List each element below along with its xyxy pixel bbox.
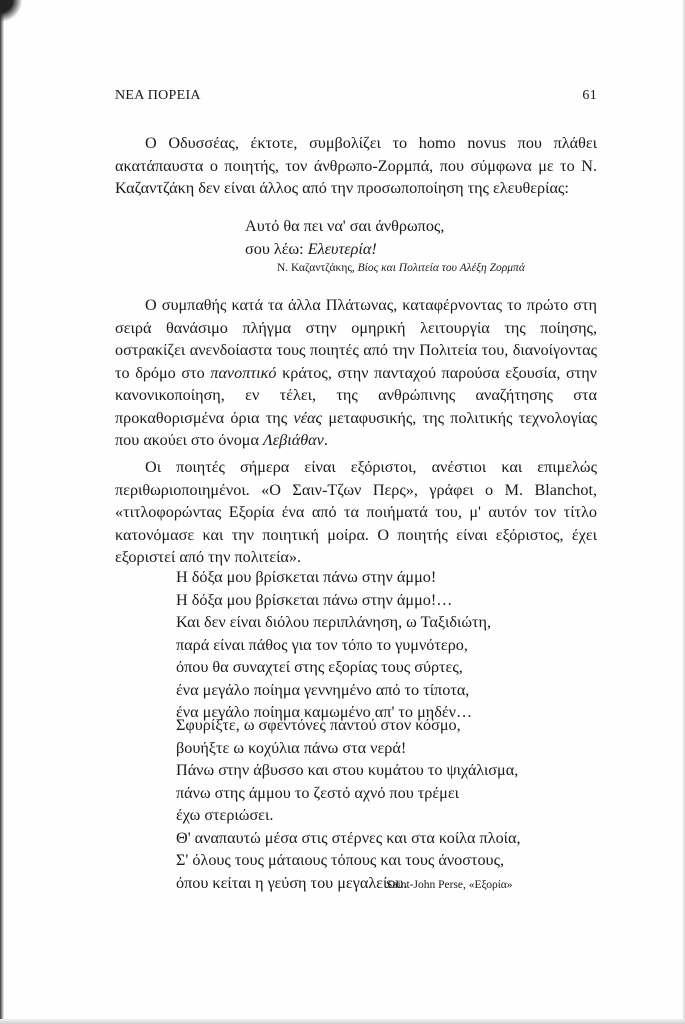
epigraph-source <box>277 262 525 274</box>
poem-line: παρά είναι πάθος για τον τόπο το γυμνότερο, <box>176 635 468 654</box>
scan-left-edge <box>0 0 4 1024</box>
poem-line: ένα μεγάλο ποίημα καμωμένο απ' το μηδέν… <box>176 703 473 721</box>
paragraph-text: Ο Οδυσσέας, έκτοτε, συμβολίζει το homo novus που πλάθει ακατάπαυστα ο ποιητής, τον άνθρωπο-Ζορμπά, που σύμφωνα με το Ν. Καζαντζάκη δεν είναι άλλος από την προσωποποίηση της ελευθερίας: <box>115 134 597 197</box>
poem-line: πάνω στης άμμου το ζεστό αχνό που τρέμει <box>176 783 460 802</box>
paragraph-text <box>115 294 597 452</box>
poem-line: έχω στεριώσει. <box>176 806 274 824</box>
poem-source: Saint-John Perse, «Εξορία» <box>386 879 513 891</box>
poem-stanza-2 <box>176 714 521 894</box>
epigraph-emphasis: Ελευτερία! <box>307 239 377 258</box>
epigraph-line-2 <box>245 238 444 261</box>
paragraph-segment: . <box>323 431 328 449</box>
paragraph-segment: Ο συμπαθής κατά τα άλλα Πλάτωνας, καταφέρνοντας το πρώτο στη σειρά θανάσιμο πλήγμα στην ομηρική λειτουργία της ποίησης, οστρακίζει ανενδοίαστα τους ποιητές από την Πολιτεία του, διανοίγοντας το δρόμο στο <box>115 296 597 382</box>
epigraph-line-1: Αυτό θα πει να' σαι άνθρωπος, <box>245 217 445 235</box>
emphasis-leviathan: Λεβιάθαν <box>263 431 324 449</box>
poem-line: Πάνω στην άβυσσο και στου κυμάτου το ψιχάλισμα, <box>176 761 519 779</box>
epigraph-quote <box>245 215 444 260</box>
poem-line: Η δόξα μου βρίσκεται πάνω στην άμμο!… <box>176 590 453 609</box>
poem-line: Θ' αναπαυτώ μέσα στις στέρνες και στα κοίλα πλοία, <box>176 828 521 847</box>
poem-line: ένα μεγάλο ποίημα γεννημένο από το τίποτα, <box>176 680 470 699</box>
paragraph-odysseus <box>115 132 597 200</box>
poem-line: Και δεν είναι διόλου περιπλάνηση, ω Ταξιδιώτη, <box>176 613 492 631</box>
emphasis-new: νέας <box>293 408 323 427</box>
scan-corner-shadow <box>0 0 22 22</box>
epigraph-line-2-text: σου λέω: <box>245 239 308 258</box>
poem-line: Σ' όλους τους μάταιους τόπους και τους άνοστους, <box>176 851 505 869</box>
running-title: ΝΕΑ ΠΟΡΕΙΑ <box>115 88 201 103</box>
poem-line: όπου θα συναχτεί στης εξορίας τους σύρτες, <box>176 658 463 676</box>
paragraph-exile <box>115 456 597 569</box>
paragraph-segment: μεταφυσικής, της πολιτικής τεχνολογίας που ακούει στο όνομα <box>115 408 597 449</box>
poem-line: Σφυρίξτε, ω σφεντόνες παντού στον κόσμο, <box>176 716 461 734</box>
scan-bottom-edge <box>0 1019 685 1024</box>
emphasis-panoptic: πανοπτικό <box>210 363 277 382</box>
paragraph-segment: κράτος, στην πανταχού παρούσα εξουσία, στην κανονικοποίηση, εν τέλει, της ανθρώπινης αναζήτησης στα προκαθορισμένα όρια της <box>115 363 597 427</box>
poem-line: βουήξτε ω κοχύλια πάνω στα νερά! <box>176 738 407 757</box>
paragraph-plato <box>115 294 597 452</box>
page-number: 61 <box>582 88 597 103</box>
poem-line: Η δόξα μου βρίσκεται πάνω στην άμμο! <box>176 568 437 586</box>
poem-stanza-1 <box>176 566 491 724</box>
epigraph-source-author: Ν. Καζαντζάκης, <box>277 262 358 274</box>
epigraph-source-title: Βίος και Πολιτεία του Αλέξη Ζορμπά <box>357 262 525 274</box>
paragraph-text: Οι ποιητές σήμερα είναι εξόριστοι, ανέστιοι και επιμελώς περιθωριοποιημένοι. «Ο Σαιν-Τζων Περς», γράφει ο M. Blanchot, «τιτλοφορώντας Εξορία ένα από τα ποιήματά του, μ' αυτόν τον τίτλο κατονόμασε και την ποιητική μοίρα. Ο ποιητής είναι εξόριστος, έχει εξοριστεί από την πολιτεία». <box>115 458 597 566</box>
poem-line: όπου κείται η γεύση του μεγαλείου. <box>176 873 408 892</box>
